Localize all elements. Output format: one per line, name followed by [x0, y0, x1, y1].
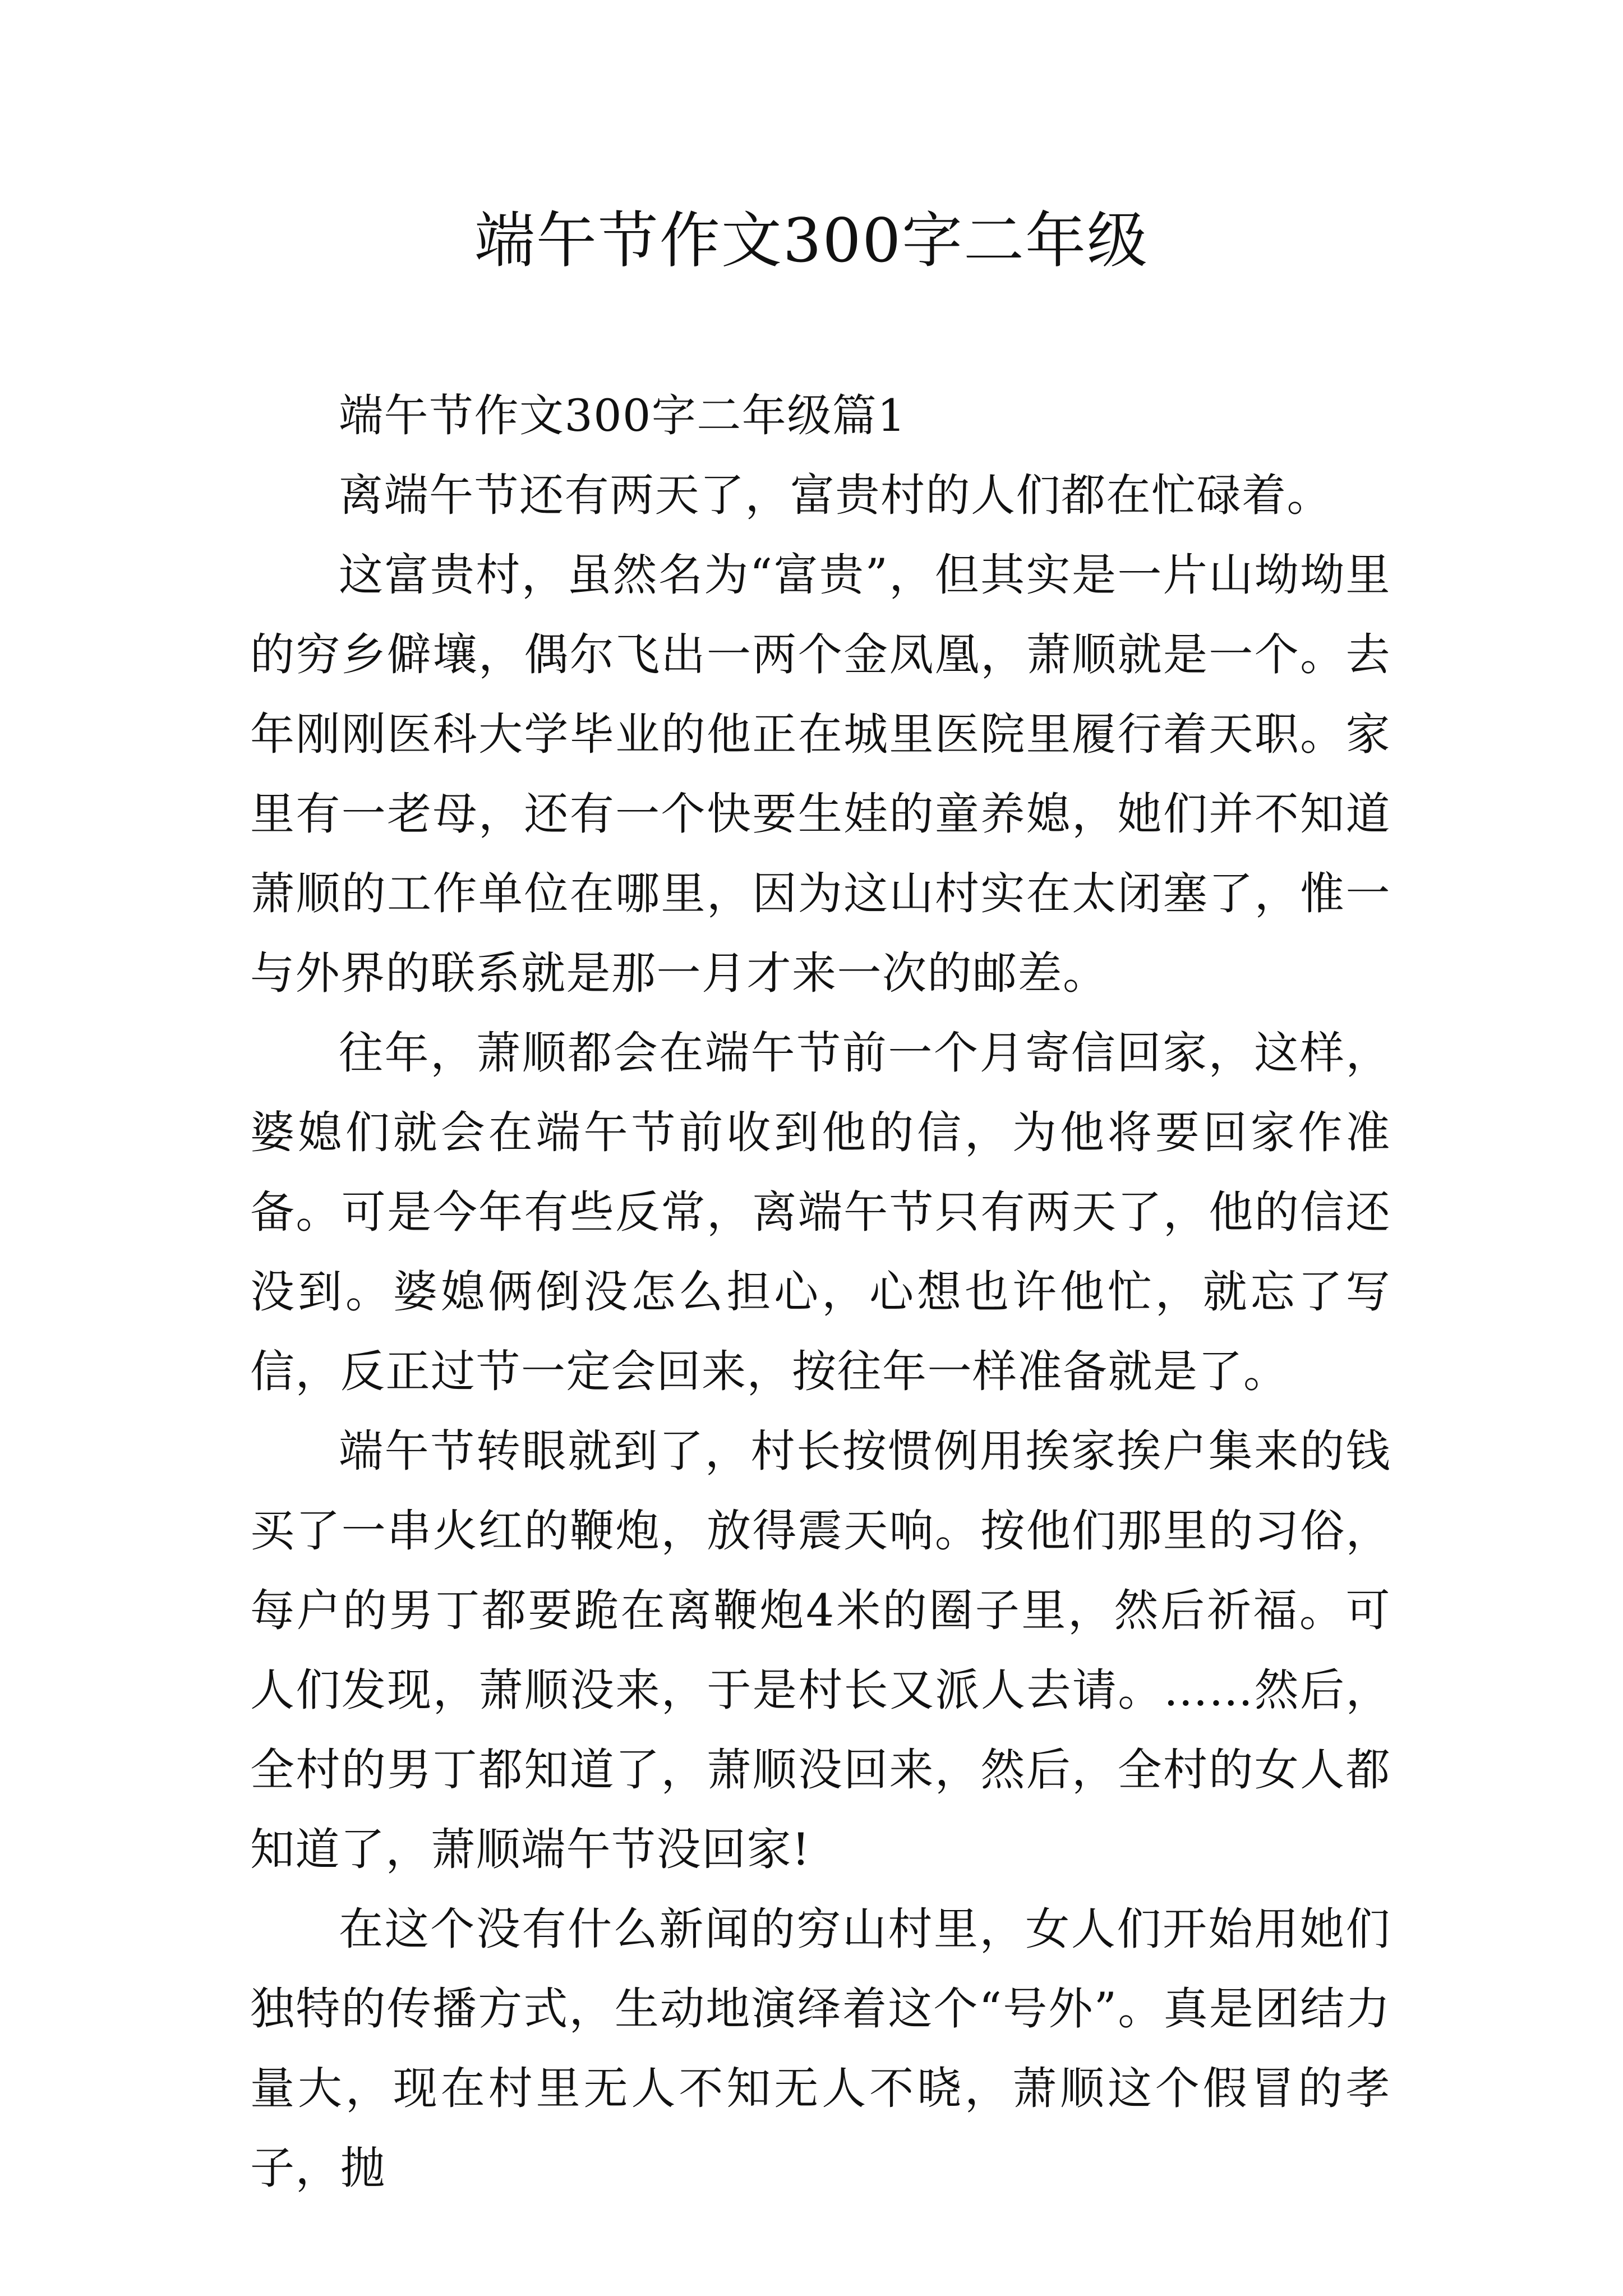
- document-body: [250, 376, 1391, 2208]
- paragraph: 端午节转眼就到了，村长按惯例用挨家挨户集来的钱买了一串火红的鞭炮，放得震天响。按他们那里的习俗，每户的男丁都要跪在离鞭炮4米的圈子里，然后祈福。可人们发现，萧顺没来，于是村长又派人去请。……然后，全村的男丁都知道了，萧顺没回来，然后，全村的女人都知道了，萧顺端午节没回家!: [250, 1425, 1391, 1875]
- paragraph: 在这个没有什么新闻的穷山村里，女人们开始用她们独特的传播方式，生动地演绎着这个“号外”。真是团结力量大，现在村里无人不知无人不晓，萧顺这个假冒的孝子，抛: [250, 1903, 1391, 2194]
- essay-subtitle: 端午节作文300字二年级篇1: [339, 390, 907, 441]
- paragraph: 往年，萧顺都会在端午节前一个月寄信回家，这样，婆媳们就会在端午节前收到他的信，为他将要回家作准备。可是今年有些反常，离端午节只有两天了，他的信还没到。婆媳俩倒没怎么担心，心想也许他忙，就忘了写信，反正过节一定会回来，按往年一样准备就是了。: [250, 1027, 1391, 1397]
- document-title: 端午节作文300字二年级: [474, 206, 1149, 276]
- paragraph: 这富贵村，虽然名为“富贵”，但其实是一片山坳坳里的穷乡僻壤，偶尔飞出一两个金凤凰，萧顺就是一个。去年刚刚医科大学毕业的他正在城里医院里履行着天职。家里有一老母，还有一个快要生娃的童养媳，她们并不知道萧顺的工作单位在哪里，因为这山村实在太闭塞了，惟一与外界的联系就是那一月才来一次的邮差。: [250, 549, 1391, 999]
- paragraph: 离端午节还有两天了，富贵村的人们都在忙碌着。: [339, 470, 1332, 521]
